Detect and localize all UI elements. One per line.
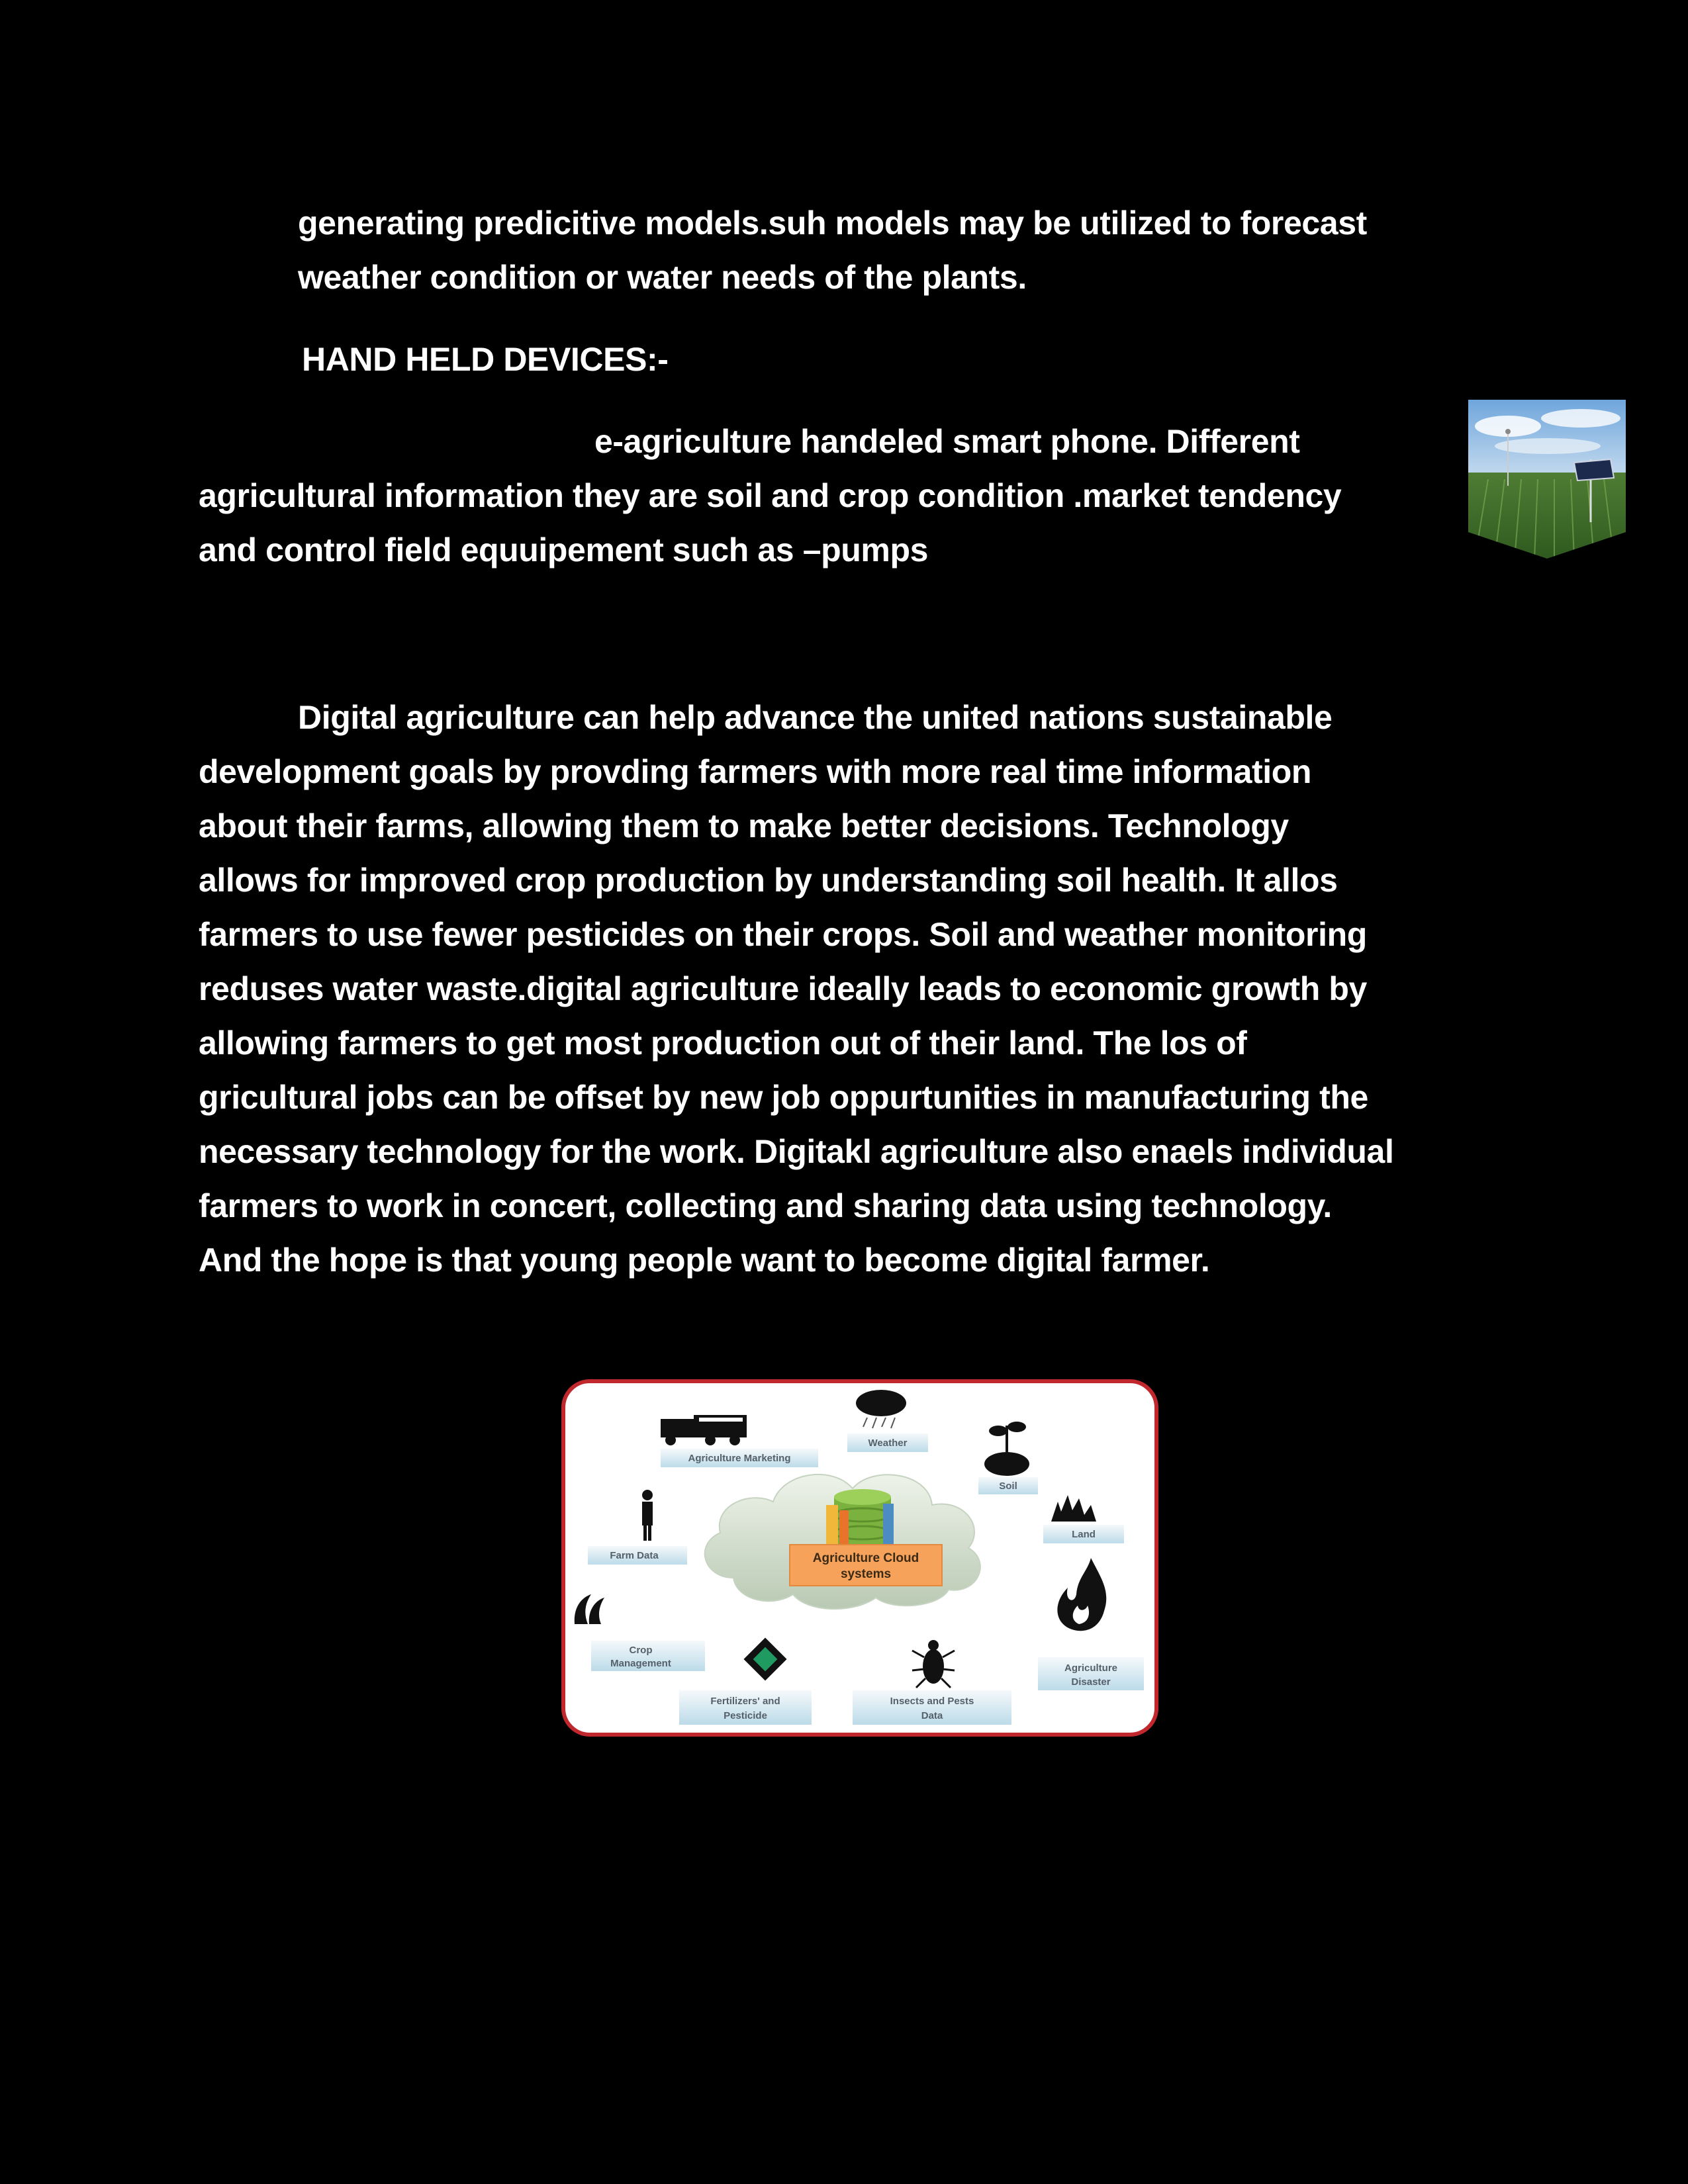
body-line: allowing farmers to get most production out of their land. The los of	[199, 1024, 1247, 1062]
node-land: Land	[1072, 1529, 1096, 1540]
body-line: reduses water waste.digital agriculture ideally leads to economic growth by	[199, 970, 1367, 1007]
node-crop-line-1: Crop	[629, 1645, 653, 1656]
section-heading: HAND HELD DEVICES:-	[302, 341, 669, 378]
body-paragraph	[199, 690, 1393, 1287]
body-line: And the hope is that young people want to become digital farmer.	[199, 1242, 1210, 1279]
handheld-line-2: agricultural information they are soil and crop condition .market tendency	[199, 477, 1342, 514]
center-label-line-1: Agriculture Cloud	[812, 1551, 919, 1565]
node-farm-data: Farm Data	[610, 1550, 659, 1561]
node-insects-line-1: Insects and Pests	[890, 1696, 974, 1707]
field-photo-icon	[1468, 400, 1626, 559]
node-crop-line-2: Management	[610, 1658, 671, 1669]
body-line: allows for improved crop production by understanding soil health. It allos	[199, 862, 1338, 899]
body-line: about their farms, allowing them to make better decisions. Technology	[199, 807, 1289, 844]
body-line: gricultural jobs can be offset by new job oppurtunities in manufacturing the	[199, 1079, 1368, 1116]
body-line: Digital agriculture can help advance the united nations sustainable	[298, 699, 1333, 736]
handheld-line-1: e-agriculture handeled smart phone. Different	[594, 423, 1300, 460]
body-line: development goals by provding farmers with more real time information	[199, 753, 1312, 790]
node-disaster-line-1: Agriculture	[1064, 1662, 1118, 1674]
body-line: farmers to work in concert, collecting and sharing data using technology.	[199, 1187, 1332, 1224]
node-soil: Soil	[999, 1480, 1017, 1492]
solar-sensor-field-photo	[1468, 400, 1626, 559]
node-fert-line-2: Pesticide	[724, 1710, 767, 1721]
intro-line-1: generating predicitive models.suh models may be utilized to forecast	[298, 205, 1367, 242]
node-fert-line-1: Fertilizers' and	[710, 1696, 780, 1707]
node-agriculture-marketing: Agriculture Marketing	[688, 1453, 791, 1464]
database-icon	[826, 1489, 894, 1551]
agriculture-cloud-diagram	[561, 1379, 1158, 1737]
body-line: farmers to use fewer pesticides on their crops. Soil and weather monitoring	[199, 916, 1367, 953]
node-insects-line-2: Data	[921, 1710, 943, 1721]
handheld-line-3: and control field equuipement such as –pumps	[199, 531, 929, 569]
node-disaster-line-2: Disaster	[1071, 1676, 1111, 1688]
center-label-line-2: systems	[840, 1567, 892, 1581]
diagram-svg	[561, 1379, 1158, 1737]
node-weather: Weather	[868, 1437, 908, 1449]
body-line: necessary technology for the work. Digitakl agriculture also enaels individual	[199, 1133, 1394, 1170]
intro-line-2: weather condition or water needs of the plants.	[298, 259, 1027, 296]
